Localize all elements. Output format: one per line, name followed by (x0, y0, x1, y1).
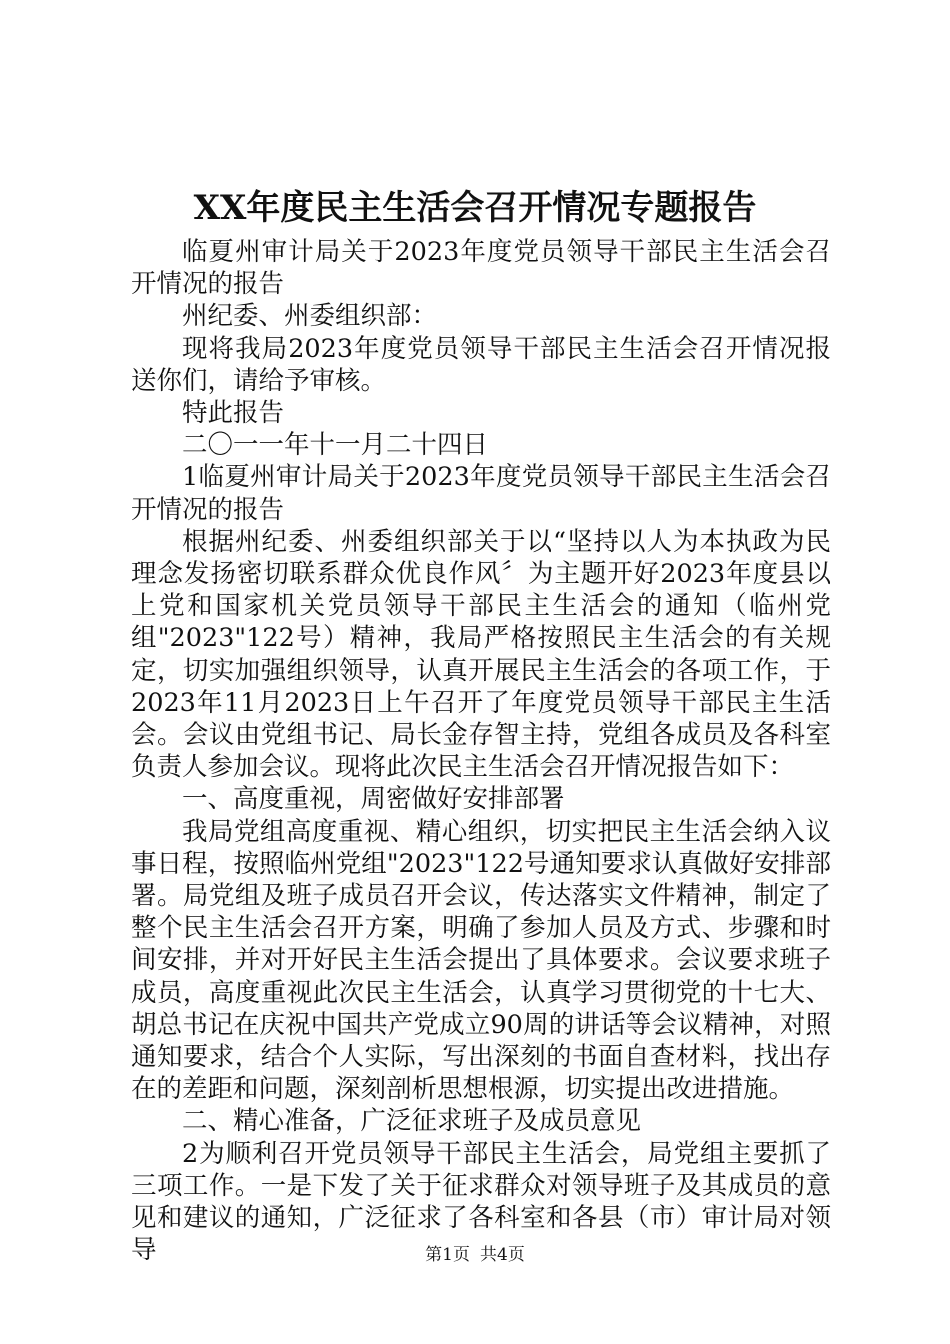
section-heading-2: 二、精心准备，广泛征求班子及成员意见 (182, 1106, 642, 1137)
paragraph-closing: 特此报告 (182, 398, 285, 429)
paragraph-section-2: 2为顺利召开党员领导干部民主生活会，局党组主要抓了三项工作。一是下发了关于征求群众对领导班子及其成员的意见和建议的通知，广泛征求了各科室和各县（市）审计局对领导 (131, 1138, 831, 1266)
paragraph-addressee: 州纪委、州委组织部： (182, 301, 438, 332)
paragraph-section-1: 我局党组高度重视、精心组织，切实把民主生活会纳入议事日程，按照临州党组"2023"122号通知要求认真做好安排部署。局党组及班子成员召开会议，传达落实文件精神，制定了整个民主生活会召开方案，明确了参加人员及方式、步骤和时间安排，并对开好民主生活会提出了具体要求。会议要求班子成员，高度重视此次民主生活会，认真学习贯彻党的十七大、胡总书记在庆祝中国共产党成立90周的讲话等会议精神，对照通知要求，结合个人实际，写出深刻的书面自查材料，找出存在的差距和问题，深刻剖析思想根源，切实提出改进措施。 (131, 816, 831, 1105)
paragraph-date: 二〇一一年十一月二十四日 (182, 430, 489, 461)
paragraph-submission: 现将我局2023年度党员领导干部民主生活会召开情况报送你们，请给予审核。 (131, 333, 831, 396)
document-title: XX年度民主生活会召开情况专题报告 (193, 188, 757, 228)
page-total: 共4页 (480, 1245, 525, 1265)
paragraph-background: 根据州纪委、州委组织部关于以“坚持以人为本执政为民理念发扬密切联系群众优良作风〞为主题开好2023年度县以上党和国家机关党员领导干部民主生活会的通知（临州党组"2023"122号）精神，我局严格按照民主生活会的有关规定，切实加强组织领导，认真开展民主生活会的各项工作，于2023年11月2023日上午召开了年度党员领导干部民主生活会。会议由党组书记、局长金存智主持，党组各成员及各科室负责人参加会议。现将此次民主生活会召开情况报告如下： (131, 526, 831, 783)
section-heading-1: 一、高度重视，周密做好安排部署 (182, 784, 565, 815)
paragraph-report-title-2: 1临夏州审计局关于2023年度党员领导干部民主生活会召开情况的报告 (131, 462, 831, 525)
paragraph-report-heading: 临夏州审计局关于2023年度党员领导干部民主生活会召开情况的报告 (131, 237, 831, 300)
page-number: 第1页 (425, 1245, 470, 1265)
document-body (131, 236, 831, 1267)
page-footer (0, 1244, 950, 1266)
